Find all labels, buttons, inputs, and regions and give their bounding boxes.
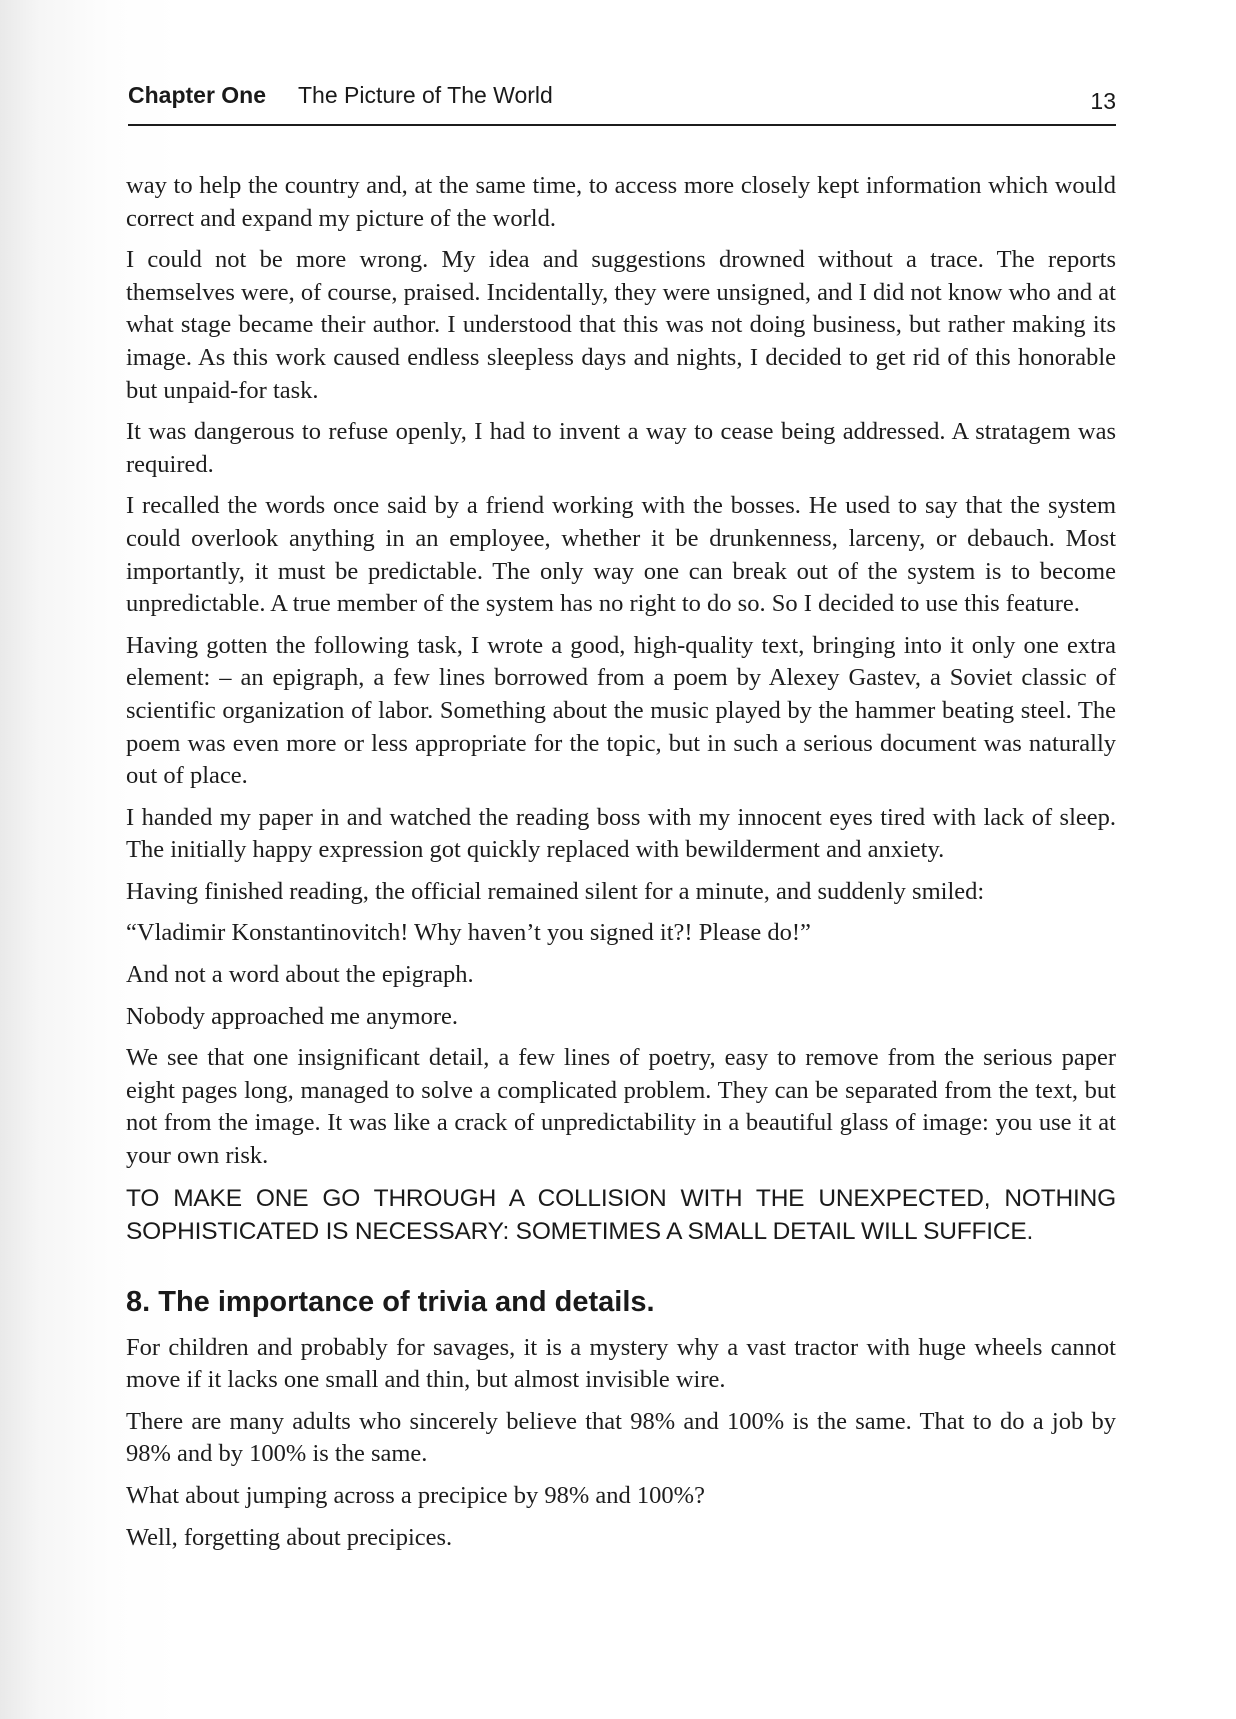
- chapter-title: The Picture of The World: [298, 82, 553, 108]
- paragraph: Having finished reading, the official remained silent for a minute, and suddenly smiled:: [126, 877, 985, 905]
- callout-statement: TO MAKE ONE GO THROUGH A COLLISION WITH THE UNEXPECTED, NOTHING SOPHISTICATED IS NECESSARY: SOMETIMES A SMALL DETAIL WILL SUFFICE.: [126, 1184, 1116, 1245]
- section-paragraph: There are many adults who sincerely believe that 98% and 100% is the same. That to do a job by 98% and by 100% is the same.: [126, 1407, 1116, 1468]
- running-header: [128, 80, 1116, 126]
- section-paragraph: Well, forgetting about precipices.: [126, 1523, 453, 1551]
- paragraph: I handed my paper in and watched the reading boss with my innocent eyes tired with lack of sleep. The initially happy expression got quickly replaced with bewilderment and anxiety.: [126, 803, 1116, 864]
- page-body: [126, 170, 1116, 1563]
- paragraph-quote: “Vladimir Konstantinovitch! Why haven’t you signed it?! Please do!”: [126, 919, 811, 947]
- paragraph: Having gotten the following task, I wrote a good, high-quality text, bringing into it only one extra element: – an epigraph, a few lines borrowed from a poem by Alexey Gastev, a Soviet classic of scientific organization of labor. Something about the music played by the hammer beating steel. The poem was even more or less appropriate for the topic, but in such a serious document was naturally out of place.: [126, 631, 1116, 790]
- page-number: 13: [1090, 88, 1116, 114]
- section-paragraph: For children and probably for savages, it is a mystery why a vast tractor with huge wheels cannot move if it lacks one small and thin, but almost invisible wire.: [126, 1333, 1116, 1394]
- section-heading: 8. The importance of trivia and details.: [126, 1285, 655, 1318]
- paragraph: way to help the country and, at the same time, to access more closely kept information which would correct and expand my picture of the world.: [126, 172, 1116, 232]
- section-paragraph: What about jumping across a precipice by 98% and 100%?: [126, 1482, 705, 1509]
- paragraph: I recalled the words once said by a friend working with the bosses. He used to say that the system could overlook anything in an employee, whether it be drunkenness, larceny, or debauch. Most importantly, it must be predictable. The only way one can break out of the system is to become unpredictable. A true member of the system has no right to do so. So I decided to use this feature.: [126, 492, 1116, 618]
- paragraph: And not a word about the epigraph.: [126, 961, 474, 989]
- paragraph: We see that one insignificant detail, a few lines of poetry, easy to remove from the serious paper eight pages long, managed to solve a complicated problem. They can be separated from the text, but not from the image. It was like a crack of unpredictability in a beautiful glass of image: you use it at your own risk.: [126, 1044, 1116, 1170]
- paragraph: It was dangerous to refuse openly, I had to invent a way to cease being addressed. A stratagem was required.: [126, 418, 1116, 478]
- chapter-label: Chapter One: [128, 82, 267, 108]
- paragraph: I could not be more wrong. My idea and suggestions drowned without a trace. The reports themselves were, of course, praised. Incidentally, they were unsigned, and I did not know who and at what stage became their author. I understood that this was not doing business, but rather making its image. As this work caused endless sleepless days and nights, I decided to get rid of this honorable but unpaid-for task.: [126, 246, 1116, 404]
- paragraph: Nobody approached me anymore.: [126, 1002, 458, 1030]
